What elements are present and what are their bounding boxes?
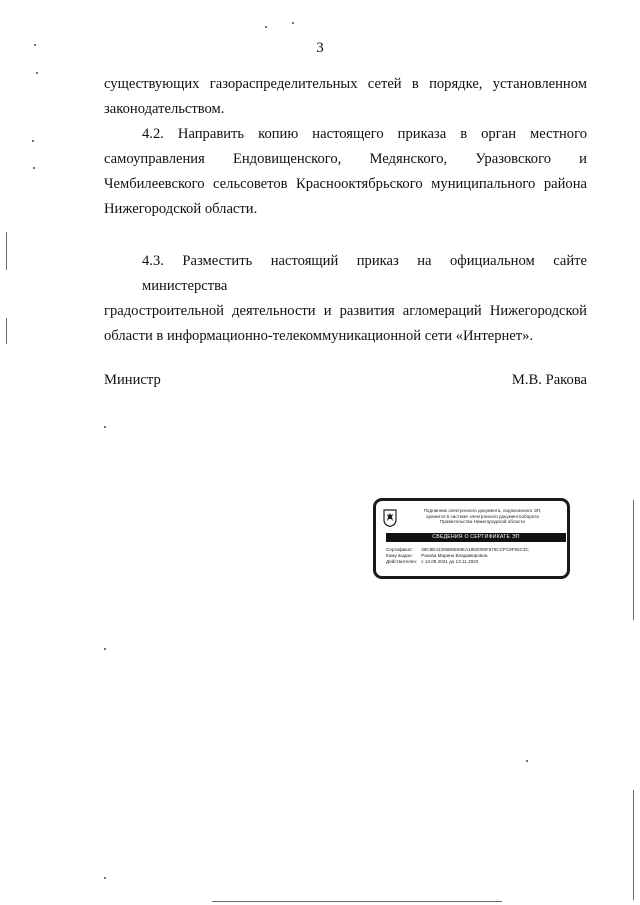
text-line: Нижегородской области. <box>104 201 258 217</box>
scan-speck <box>34 44 36 46</box>
issued-to-label: Кому выдан: <box>386 553 413 559</box>
paragraph-4-3 <box>104 249 587 349</box>
scan-edge-line <box>633 500 634 620</box>
issued-to-value: Ракова Марина Владимировна <box>421 553 488 559</box>
scan-edge-line <box>633 790 634 900</box>
signature-role: Министр <box>104 372 161 388</box>
stamp-header-line: Правительства Нижегородской области <box>440 519 525 525</box>
scan-speck <box>265 26 267 28</box>
scan-speck <box>33 167 35 169</box>
valid-row <box>386 559 566 565</box>
text-line: Чембилеевского сельсоветов Краснооктябрьского муниципального района <box>104 176 587 192</box>
text-line: существующих газораспределительных сетей в порядке, установленном <box>104 76 587 92</box>
scan-speck <box>292 22 294 24</box>
scan-speck <box>36 72 38 74</box>
valid-value: с 13.08.2021 до 13.11.2022 <box>421 559 479 565</box>
text-line: самоуправления Ендовищенского, Медянского, Уразовского и <box>104 151 587 167</box>
text-line: градостроительной деятельности и развития агломераций Нижегородской <box>104 303 587 319</box>
paragraph-continuation <box>104 72 587 122</box>
scan-edge-line <box>6 318 7 344</box>
electronic-signature-stamp <box>373 498 570 579</box>
stamp-header-line: Подлинник электронного документа, подписанного ЭП, <box>423 508 542 513</box>
text-line: области в информационно-телекоммуникационной сети «Интернет». <box>104 328 534 344</box>
stamp-header <box>400 508 565 525</box>
scan-bottom-edge <box>212 901 502 902</box>
valid-label: Действителен: <box>386 559 418 565</box>
deer-emblem-icon <box>383 509 397 527</box>
scan-speck <box>32 140 34 142</box>
scan-speck <box>104 877 106 879</box>
scan-speck <box>104 648 106 650</box>
certificate-label: Сертификат: <box>386 547 414 552</box>
scan-speck <box>104 426 106 428</box>
text-line: законодательством. <box>104 101 225 117</box>
paragraph-4-2 <box>104 122 587 222</box>
scan-speck <box>526 760 528 762</box>
stamp-title-bar: СВЕДЕНИЯ О СЕРТИФИКАТЕ ЭП <box>386 533 566 542</box>
signature-name: М.В. Ракова <box>511 372 587 388</box>
text-line: 4.3. Разместить настоящий приказ на официальном сайте министерства <box>142 253 587 294</box>
scan-edge-line <box>6 232 7 270</box>
stamp-details <box>386 547 566 566</box>
stamp-header-line: хранится в системе электронного документооборота <box>426 513 539 519</box>
text-line: 4.2. Направить копию настоящего приказа в орган местного <box>142 126 587 142</box>
page-number: 3 <box>316 40 324 56</box>
certificate-value: 39C8E41305B8E59EA1852005F675CCFC9F92C3C <box>421 547 529 552</box>
